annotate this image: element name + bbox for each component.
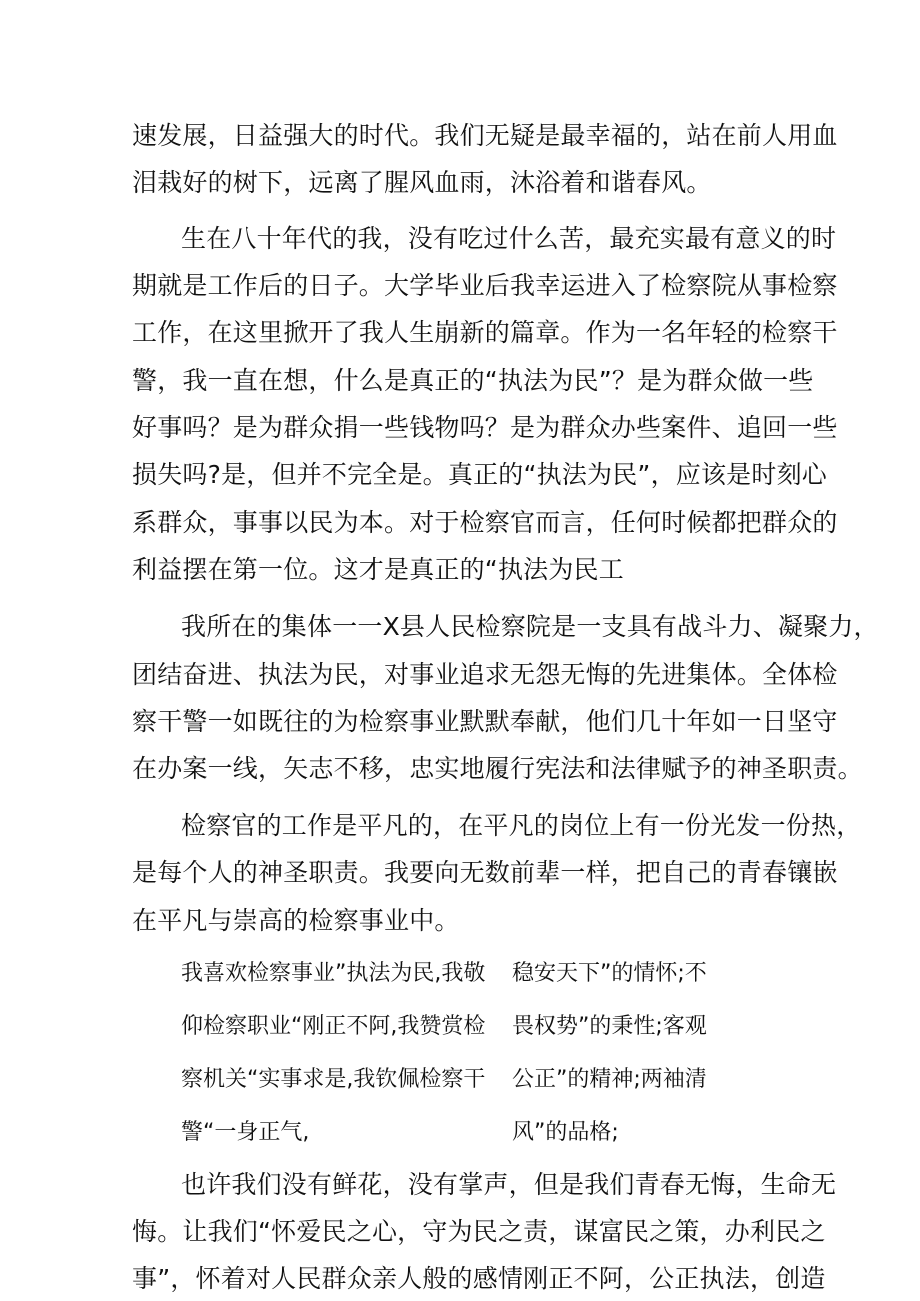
misaligned-left-text: 警“一身正气, <box>181 1120 310 1145</box>
text-line: 工作，在这里掀开了我人生崩新的篇章。作为一名年轻的检察干 <box>132 318 838 347</box>
text-line: 好事吗？是为群众捐一些钱物吗？是为群众办些案件、追回一些 <box>132 413 838 442</box>
text-line: 系群众，事事以民为本。对于检察官而言，任何时候都把群众的 <box>132 508 838 537</box>
misaligned-right-text: 畏权势”的秉性;客观 <box>512 1014 707 1039</box>
misaligned-left-text: 仰检察职业“刚正不阿,我赞赏检 <box>181 1014 486 1039</box>
text-line: 生在八十年代的我，没有吃过什么苦，最充实最有意义的时 <box>181 224 837 253</box>
text-line: 期就是工作后的日子。大学毕业后我幸运进入了检察院从事检察 <box>132 271 838 300</box>
misaligned-left-text: 察机关“实事求是,我钦佩检察干 <box>181 1067 486 1092</box>
text-line: 检察官的工作是平凡的，在平凡的岗位上有一份光发一份热， <box>181 811 862 840</box>
text-line: 是每个人的神圣职责。我要向无数前辈一样，把自己的青春镶嵌 <box>132 858 838 887</box>
text-line: 我所在的集体一一X县人民检察院是一支具有战斗力、凝聚力， <box>181 612 879 641</box>
text-line: 警，我一直在想，什么是真正的“执法为民”？是为群众做一些 <box>132 366 814 395</box>
text-line: 利益摆在第一位。这才是真正的“执法为民工 <box>132 555 624 584</box>
text-line: 在平凡与崇高的检察事业中。 <box>132 906 460 935</box>
text-line: 泪栽好的树下，远离了腥风血雨，沐浴着和谐春风。 <box>132 168 712 197</box>
misaligned-right-text: 风”的品格; <box>512 1120 619 1145</box>
text-line: 悔。让我们“怀爱民之心，守为民之责，谋富民之策，办利民之 <box>132 1217 826 1246</box>
text-line: 在办案一线，矢志不移，忠实地履行宪法和法律赋予的神圣职责。 <box>132 754 863 783</box>
text-line: 事”，怀着对人民群众亲人般的感情刚正不阿，公正执法，创造 <box>132 1264 826 1293</box>
text-line: 也许我们没有鲜花，没有掌声，但是我们青春无悔，生命无 <box>181 1170 837 1199</box>
misaligned-left-text: 我喜欢检察事业”执法为民,我敬 <box>181 961 486 986</box>
misaligned-right-text: 稳安天下”的情怀;不 <box>512 961 707 986</box>
text-line: 速发展，日益强大的时代。我们无疑是最幸福的，站在前人用血 <box>132 121 838 150</box>
misaligned-right-text: 公正”的精神;两袖清 <box>512 1067 707 1092</box>
text-line: 察干警一如既往的为检察事业默默奉献，他们几十年如一日坚守 <box>132 707 838 736</box>
text-line: 团结奋进、执法为民，对事业追求无怨无悔的先进集体。全体检 <box>132 660 838 689</box>
text-line: 损失吗?是，但并不完全是。真正的“执法为民”，应该是时刻心 <box>132 460 827 489</box>
